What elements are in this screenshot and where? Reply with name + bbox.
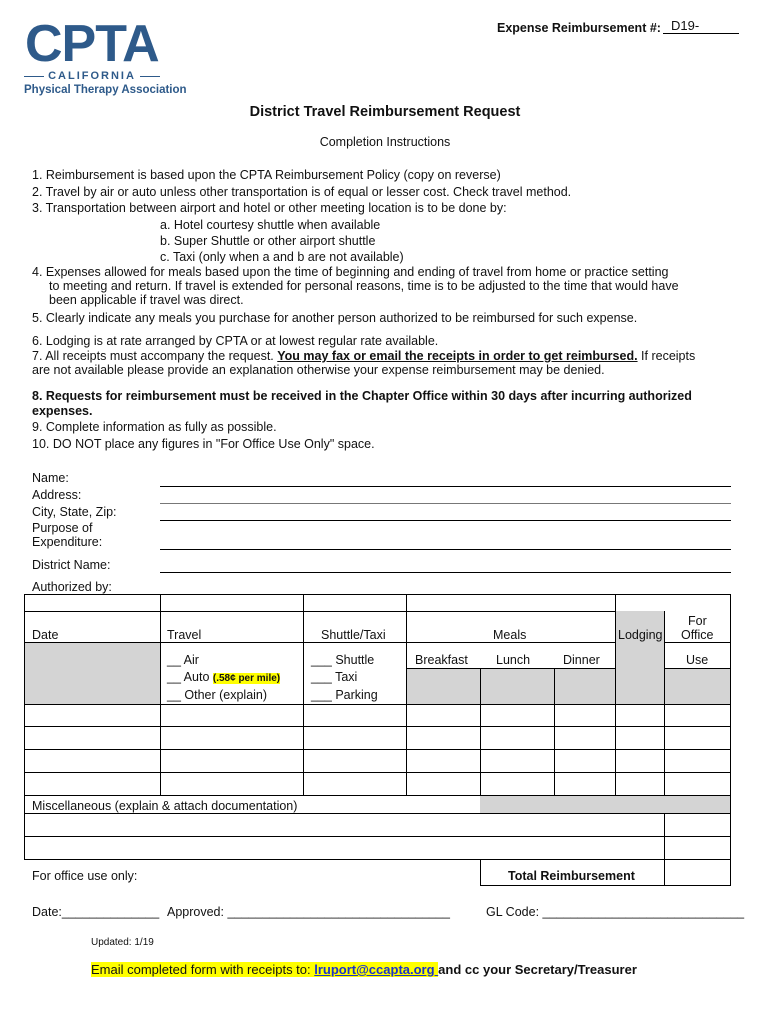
parking-option[interactable]: ___ Parking [311, 688, 378, 702]
instruction-3a: a. Hotel courtesy shuttle when available [160, 218, 381, 232]
instruction-6: 6. Lodging is at rate arranged by CPTA or at lowest regular rate available. [32, 334, 439, 348]
instruction-9: 9. Complete information as fully as possible. [32, 420, 277, 434]
expenditure-label: Expenditure: [32, 535, 103, 549]
district-label: District Name: [32, 558, 111, 572]
page-title: District Travel Reimbursement Request [249, 104, 521, 120]
office-header-use: Use [686, 653, 709, 667]
instruction-4c: been applicable if travel was direct. [49, 293, 244, 307]
instruction-8b: expenses. [32, 404, 93, 418]
shuttle-header: Shuttle/Taxi [321, 628, 386, 642]
taxi-option[interactable]: ___ Taxi [311, 670, 358, 684]
lodging-shaded-cell [615, 611, 664, 704]
city-field[interactable] [160, 520, 731, 521]
instruction-2: 2. Travel by air or auto unless other transportation is of equal or lesser cost. Check travel method. [32, 185, 572, 199]
instruction-1: 1. Reimbursement is based upon the CPTA Reimbursement Policy (copy on reverse) [32, 168, 501, 182]
breakfast-header: Breakfast [415, 653, 468, 667]
misc-shaded-cell [480, 795, 731, 813]
date-shaded-cell [24, 642, 160, 704]
travel-other-option[interactable]: __ Other (explain) [167, 688, 268, 702]
instruction-7-tail: If receipts [637, 349, 696, 363]
instruction-3b: b. Super Shuttle or other airport shuttle [160, 234, 376, 248]
mileage-rate: (.58¢ per mile) [212, 673, 281, 684]
email-suffix: and cc your Secretary/Treasurer [438, 962, 637, 977]
dinner-header: Dinner [563, 653, 600, 667]
office-header-office: Office [681, 628, 714, 642]
footer-approved-field[interactable]: Approved: ________________________________ [167, 905, 450, 919]
city-label: City, State, Zip: [32, 505, 117, 519]
auto-label: __ Auto [167, 670, 213, 684]
name-label: Name: [32, 471, 69, 485]
purpose-label: Purpose of [32, 521, 93, 535]
district-field[interactable] [160, 572, 731, 573]
name-field[interactable] [160, 486, 731, 487]
lunch-header: Lunch [496, 653, 531, 667]
email-prefix: Email completed form with receipts to: [91, 962, 315, 977]
instruction-4a: 4. Expenses allowed for meals based upon the time of beginning and ending of travel from home or practice setting [32, 265, 669, 279]
instruction-5: 5. Clearly indicate any meals you purchase for another person authorized to be reimbursed for such expense. [32, 311, 638, 325]
purpose-field[interactable] [160, 549, 731, 550]
lodging-header: Lodging [618, 628, 663, 642]
expense-number-label: Expense Reimbursement #: [497, 21, 661, 35]
travel-air-option[interactable]: __ Air [167, 653, 199, 667]
footer-date-field[interactable]: Date:______________ [32, 905, 160, 919]
logo-state-text: CALIFORNIA [48, 70, 136, 82]
instruction-7-text: 7. All receipts must accompany the request. [32, 349, 278, 363]
misc-label: Miscellaneous (explain & attach documentation) [32, 799, 298, 813]
cpta-logo: CPTA [25, 15, 159, 73]
address-label: Address: [32, 488, 82, 502]
footer-gl-code-field[interactable]: GL Code: _____________________________ [486, 905, 745, 919]
logo-california [24, 70, 160, 82]
instruction-4b: to meeting and return. If travel is extended for personal reasons, time is to be adjusted to the time that would have [49, 279, 679, 293]
instruction-7-emphasis: You may fax or email the receipts in order to get reimbursed. [277, 349, 638, 363]
office-header-for: For [688, 614, 707, 628]
page-subtitle: Completion Instructions [319, 135, 451, 149]
expense-number-field[interactable]: D19- [663, 18, 739, 34]
office-use-label: For office use only: [32, 869, 138, 883]
logo-org-name: Physical Therapy Association [24, 84, 187, 96]
travel-auto-option[interactable] [167, 670, 280, 684]
email-instruction [91, 962, 637, 978]
authorized-label: Authorized by: [32, 580, 112, 594]
travel-header: Travel [167, 628, 202, 642]
office-shaded-cell [665, 668, 731, 704]
address-field[interactable] [160, 503, 731, 504]
email-link[interactable]: lruport@ccapta.org [314, 962, 439, 977]
date-header: Date [32, 628, 59, 642]
shuttle-option[interactable]: ___ Shuttle [311, 653, 375, 667]
expense-table [24, 594, 731, 886]
instruction-7c: are not available please provide an explanation otherwise your expense reimbursement may be denied. [32, 363, 605, 377]
instruction-3c: c. Taxi (only when a and b are not available) [160, 250, 404, 264]
total-reimbursement-label: Total Reimbursement [508, 869, 635, 883]
instruction-3: 3. Transportation between airport and hotel or other meeting location is to be done by: [32, 201, 507, 215]
meals-header: Meals [493, 628, 527, 642]
instruction-8a: 8. Requests for reimbursement must be received in the Chapter Office within 30 days after incurring authorized [32, 389, 692, 403]
instruction-10: 10. DO NOT place any figures in "For Office Use Only" space. [32, 437, 375, 451]
updated-date: Updated: 1/19 [91, 937, 154, 948]
